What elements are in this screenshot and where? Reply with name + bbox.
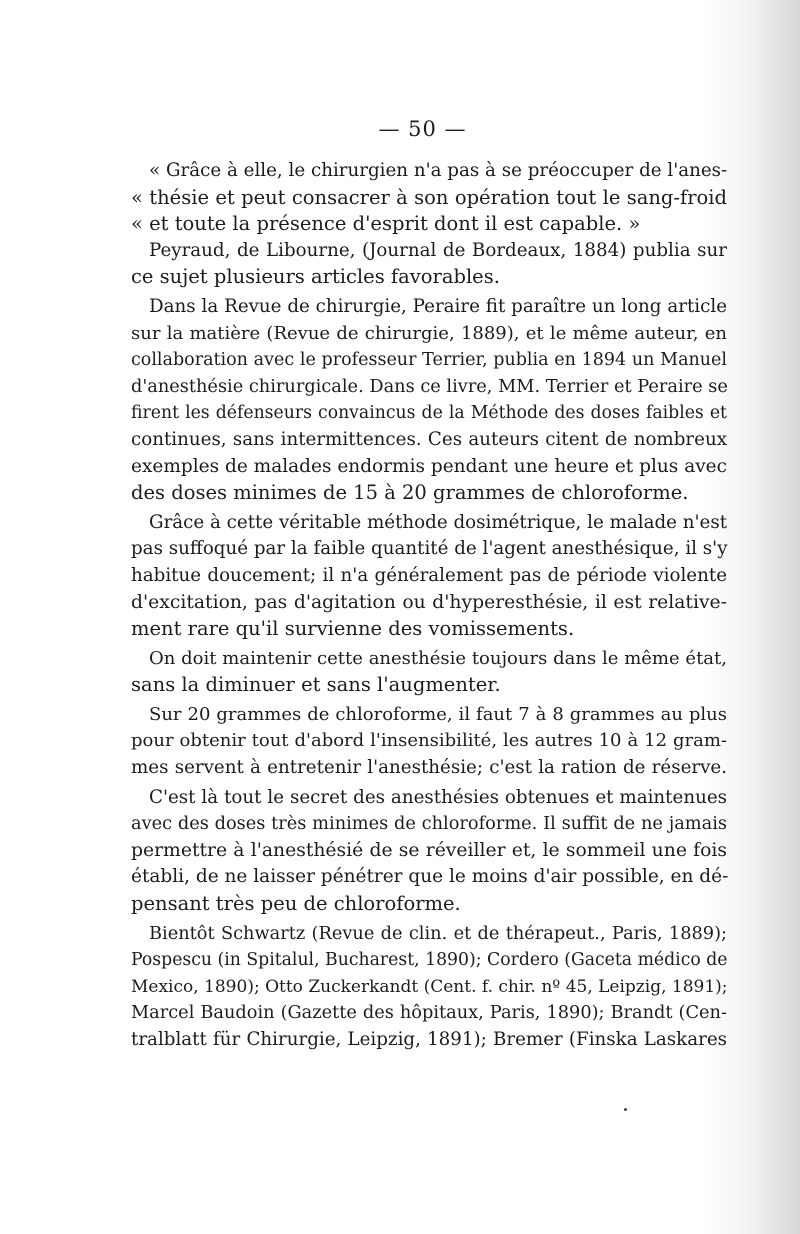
text-line: habitue doucement; il n'a généralement pas de période violente: [131, 564, 727, 586]
text-line: Bientôt Schwartz (Revue de clin. et de thérapeut., Paris, 1889);: [149, 923, 727, 944]
text-line: pas suffoqué par la faible quantité de l'agent anesthésique, il s'y: [131, 538, 728, 560]
text-line: établi, de ne laisser pénétrer que le moins d'air possible, en dé-: [131, 866, 729, 888]
text-line: pensant très peu de chloroforme.: [131, 892, 461, 916]
text-line: d'excitation, pas d'agitation ou d'hyperesthésie, il est relative-: [131, 591, 727, 613]
print-speck: [624, 1108, 627, 1111]
text-line: Marcel Baudoin (Gazette des hôpitaux, Paris, 1890); Brandt (Cen-: [131, 1003, 727, 1024]
text-line: mes servent à entretenir l'anesthésie; c'est la ration de réserve.: [131, 757, 727, 779]
text-line: ment rare qu'il survienne des vomissements.: [131, 617, 575, 641]
text-line: C'est là tout le secret des anesthésies obtenues et maintenues: [149, 786, 727, 808]
text-line: Sur 20 grammes de chloroforme, il faut 7 à 8 grammes au plus: [149, 703, 727, 725]
page-number: — 50 —: [378, 117, 467, 141]
text-line: avec des doses très minimes de chloroforme. Il suffit de ne jamais: [131, 814, 727, 835]
text-line: d'anesthésie chirurgicale. Dans ce livre, MM. Terrier et Peraire se: [131, 376, 728, 397]
text-line: Mexico, 1890); Otto Zuckerkandt (Cent. f. chir. nº 45, Leipzig, 1891);: [131, 976, 728, 997]
text-line: collaboration avec le professeur Terrier, publia en 1894 un Manuel: [131, 350, 727, 371]
text-line: « Grâce à elle, le chirurgien n'a pas à se préoccuper de l'anes-: [149, 160, 728, 181]
text-line: « et toute la présence d'esprit dont il est capable. »: [131, 212, 641, 236]
text-line: Peyraud, de Libourne, (Journal de Bordeaux, 1884) publia sur: [149, 239, 727, 261]
text-line: Grâce à cette véritable méthode dosimétrique, le malade n'est: [149, 511, 728, 533]
text-line: Dans la Revue de chirurgie, Peraire fit paraître un long article: [149, 295, 727, 317]
text-line: Pospescu (in Spitalul, Bucharest, 1890); Cordero (Gaceta médico de: [131, 950, 728, 971]
page-body-text: [131, 158, 727, 1054]
text-line: sur la matière (Revue de chirurgie, 1889), et le même auteur, en: [131, 322, 727, 344]
text-line: exemples de malades endormis pendant une heure et plus avec: [131, 455, 727, 477]
text-line: ce sujet plusieurs articles favorables.: [131, 265, 500, 289]
text-line: firent les défenseurs convaincus de la Méthode des doses faibles et: [131, 403, 727, 424]
text-line: tralblatt für Chirurgie, Leipzig, 1891); Bremer (Finska Laskares: [131, 1029, 727, 1050]
text-line: sans la diminuer et sans l'augmenter.: [131, 673, 501, 697]
text-line: On doit maintenir cette anesthésie toujours dans le même état,: [149, 647, 727, 669]
text-line: « thésie et peut consacrer à son opération tout le sang-froid: [131, 185, 727, 209]
text-line: permettre à l'anesthésié de se réveiller et, le sommeil une fois: [131, 839, 727, 861]
text-line: continues, sans intermittences. Ces auteurs citent de nombreux: [131, 428, 727, 450]
text-line: des doses minimes de 15 à 20 grammes de chloroforme.: [131, 481, 689, 505]
text-line: pour obtenir tout d'abord l'insensibilité, les autres 10 à 12 gram-: [131, 730, 727, 752]
